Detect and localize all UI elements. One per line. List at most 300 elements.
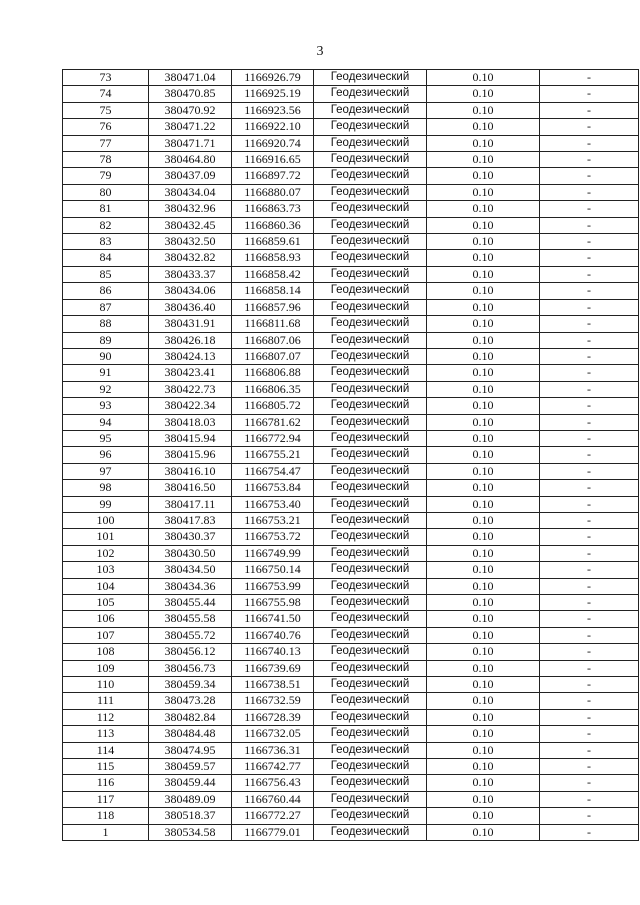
note-cell: - [540,135,639,151]
y-coordinate-cell: 1166736.31 [232,742,314,758]
table-row [63,611,639,627]
table-row [63,102,639,118]
table-row [63,266,639,282]
x-coordinate-cell: 380434.06 [149,283,232,299]
table-row [63,135,639,151]
accuracy-cell: 0.10 [427,135,540,151]
point-number-cell: 77 [63,135,149,151]
x-coordinate-cell: 380417.83 [149,512,232,528]
note-cell: - [540,644,639,660]
y-coordinate-cell: 1166739.69 [232,660,314,676]
note-cell: - [540,299,639,315]
method-cell: Геодезический [314,611,427,627]
accuracy-cell: 0.10 [427,119,540,135]
point-number-cell: 114 [63,742,149,758]
accuracy-cell: 0.10 [427,283,540,299]
table-row [63,348,639,364]
y-coordinate-cell: 1166923.56 [232,102,314,118]
point-number-cell: 89 [63,332,149,348]
accuracy-cell: 0.10 [427,578,540,594]
point-number-cell: 104 [63,578,149,594]
method-cell: Геодезический [314,660,427,676]
x-coordinate-cell: 380482.84 [149,709,232,725]
accuracy-cell: 0.10 [427,381,540,397]
accuracy-cell: 0.10 [427,627,540,643]
y-coordinate-cell: 1166760.44 [232,791,314,807]
method-cell: Геодезический [314,266,427,282]
y-coordinate-cell: 1166753.99 [232,578,314,594]
point-number-cell: 112 [63,709,149,725]
note-cell: - [540,627,639,643]
x-coordinate-cell: 380430.50 [149,545,232,561]
point-number-cell: 109 [63,660,149,676]
note-cell: - [540,480,639,496]
accuracy-cell: 0.10 [427,775,540,791]
table-row [63,250,639,266]
point-number-cell: 111 [63,693,149,709]
accuracy-cell: 0.10 [427,742,540,758]
accuracy-cell: 0.10 [427,86,540,102]
note-cell: - [540,102,639,118]
x-coordinate-cell: 380422.73 [149,381,232,397]
y-coordinate-cell: 1166897.72 [232,168,314,184]
note-cell: - [540,595,639,611]
x-coordinate-cell: 380459.34 [149,677,232,693]
x-coordinate-cell: 380433.37 [149,266,232,282]
note-cell: - [540,742,639,758]
x-coordinate-cell: 380431.91 [149,316,232,332]
accuracy-cell: 0.10 [427,677,540,693]
accuracy-cell: 0.10 [427,611,540,627]
method-cell: Геодезический [314,578,427,594]
accuracy-cell: 0.10 [427,644,540,660]
method-cell: Геодезический [314,332,427,348]
point-number-cell: 96 [63,447,149,463]
accuracy-cell: 0.10 [427,726,540,742]
note-cell: - [540,365,639,381]
point-number-cell: 118 [63,808,149,824]
y-coordinate-cell: 1166755.98 [232,595,314,611]
table-row [63,152,639,168]
point-number-cell: 102 [63,545,149,561]
method-cell: Геодезический [314,86,427,102]
accuracy-cell: 0.10 [427,201,540,217]
y-coordinate-cell: 1166860.36 [232,217,314,233]
point-number-cell: 76 [63,119,149,135]
table-row [63,283,639,299]
method-cell: Геодезический [314,119,427,135]
table-row [63,512,639,528]
note-cell: - [540,562,639,578]
coordinates-table-body [63,70,639,841]
note-cell: - [540,168,639,184]
x-coordinate-cell: 380415.96 [149,447,232,463]
method-cell: Геодезический [314,824,427,840]
y-coordinate-cell: 1166753.21 [232,512,314,528]
method-cell: Геодезический [314,595,427,611]
note-cell: - [540,398,639,414]
table-row [63,70,639,86]
note-cell: - [540,250,639,266]
method-cell: Геодезический [314,398,427,414]
method-cell: Геодезический [314,496,427,512]
y-coordinate-cell: 1166740.76 [232,627,314,643]
method-cell: Геодезический [314,152,427,168]
y-coordinate-cell: 1166781.62 [232,414,314,430]
accuracy-cell: 0.10 [427,365,540,381]
x-coordinate-cell: 380473.28 [149,693,232,709]
note-cell: - [540,70,639,86]
method-cell: Геодезический [314,70,427,86]
x-coordinate-cell: 380471.22 [149,119,232,135]
note-cell: - [540,529,639,545]
accuracy-cell: 0.10 [427,595,540,611]
table-row [63,808,639,824]
point-number-cell: 91 [63,365,149,381]
point-number-cell: 105 [63,595,149,611]
note-cell: - [540,316,639,332]
note-cell: - [540,430,639,446]
note-cell: - [540,578,639,594]
accuracy-cell: 0.10 [427,430,540,446]
accuracy-cell: 0.10 [427,168,540,184]
note-cell: - [540,726,639,742]
point-number-cell: 93 [63,398,149,414]
note-cell: - [540,381,639,397]
y-coordinate-cell: 1166750.14 [232,562,314,578]
table-row [63,693,639,709]
table-row [63,496,639,512]
note-cell: - [540,266,639,282]
point-number-cell: 115 [63,759,149,775]
point-number-cell: 79 [63,168,149,184]
accuracy-cell: 0.10 [427,332,540,348]
accuracy-cell: 0.10 [427,70,540,86]
x-coordinate-cell: 380464.80 [149,152,232,168]
accuracy-cell: 0.10 [427,414,540,430]
note-cell: - [540,86,639,102]
point-number-cell: 83 [63,234,149,250]
y-coordinate-cell: 1166753.84 [232,480,314,496]
coordinates-table [62,69,639,841]
y-coordinate-cell: 1166926.79 [232,70,314,86]
y-coordinate-cell: 1166863.73 [232,201,314,217]
table-row [63,775,639,791]
accuracy-cell: 0.10 [427,250,540,266]
method-cell: Геодезический [314,775,427,791]
table-row [63,217,639,233]
accuracy-cell: 0.10 [427,529,540,545]
point-number-cell: 95 [63,430,149,446]
table-row [63,316,639,332]
x-coordinate-cell: 380470.92 [149,102,232,118]
method-cell: Геодезический [314,184,427,200]
y-coordinate-cell: 1166741.50 [232,611,314,627]
accuracy-cell: 0.10 [427,545,540,561]
table-row [63,644,639,660]
x-coordinate-cell: 380459.57 [149,759,232,775]
x-coordinate-cell: 380434.50 [149,562,232,578]
x-coordinate-cell: 380417.11 [149,496,232,512]
note-cell: - [540,119,639,135]
accuracy-cell: 0.10 [427,759,540,775]
x-coordinate-cell: 380484.48 [149,726,232,742]
y-coordinate-cell: 1166811.68 [232,316,314,332]
table-row [63,726,639,742]
method-cell: Геодезический [314,135,427,151]
note-cell: - [540,660,639,676]
point-number-cell: 103 [63,562,149,578]
y-coordinate-cell: 1166857.96 [232,299,314,315]
x-coordinate-cell: 380474.95 [149,742,232,758]
accuracy-cell: 0.10 [427,316,540,332]
table-row [63,545,639,561]
accuracy-cell: 0.10 [427,791,540,807]
note-cell: - [540,414,639,430]
note-cell: - [540,759,639,775]
accuracy-cell: 0.10 [427,709,540,725]
x-coordinate-cell: 380470.85 [149,86,232,102]
point-number-cell: 100 [63,512,149,528]
point-number-cell: 108 [63,644,149,660]
point-number-cell: 110 [63,677,149,693]
y-coordinate-cell: 1166920.74 [232,135,314,151]
accuracy-cell: 0.10 [427,348,540,364]
y-coordinate-cell: 1166805.72 [232,398,314,414]
x-coordinate-cell: 380437.09 [149,168,232,184]
y-coordinate-cell: 1166806.88 [232,365,314,381]
x-coordinate-cell: 380424.13 [149,348,232,364]
point-number-cell: 99 [63,496,149,512]
y-coordinate-cell: 1166772.94 [232,430,314,446]
accuracy-cell: 0.10 [427,463,540,479]
method-cell: Геодезический [314,447,427,463]
accuracy-cell: 0.10 [427,102,540,118]
y-coordinate-cell: 1166916.65 [232,152,314,168]
method-cell: Геодезический [314,627,427,643]
x-coordinate-cell: 380455.58 [149,611,232,627]
x-coordinate-cell: 380434.04 [149,184,232,200]
accuracy-cell: 0.10 [427,693,540,709]
method-cell: Геодезический [314,102,427,118]
x-coordinate-cell: 380489.09 [149,791,232,807]
method-cell: Геодезический [314,365,427,381]
x-coordinate-cell: 380432.50 [149,234,232,250]
method-cell: Геодезический [314,201,427,217]
point-number-cell: 92 [63,381,149,397]
table-row [63,562,639,578]
point-number-cell: 107 [63,627,149,643]
accuracy-cell: 0.10 [427,152,540,168]
method-cell: Геодезический [314,693,427,709]
point-number-cell: 87 [63,299,149,315]
table-row [63,414,639,430]
point-number-cell: 106 [63,611,149,627]
y-coordinate-cell: 1166732.05 [232,726,314,742]
point-number-cell: 80 [63,184,149,200]
accuracy-cell: 0.10 [427,299,540,315]
point-number-cell: 81 [63,201,149,217]
point-number-cell: 113 [63,726,149,742]
y-coordinate-cell: 1166859.61 [232,234,314,250]
method-cell: Геодезический [314,283,427,299]
table-row [63,332,639,348]
method-cell: Геодезический [314,529,427,545]
accuracy-cell: 0.10 [427,447,540,463]
point-number-cell: 73 [63,70,149,86]
note-cell: - [540,808,639,824]
method-cell: Геодезический [314,463,427,479]
note-cell: - [540,775,639,791]
note-cell: - [540,693,639,709]
method-cell: Геодезический [314,168,427,184]
y-coordinate-cell: 1166742.77 [232,759,314,775]
method-cell: Геодезический [314,512,427,528]
accuracy-cell: 0.10 [427,660,540,676]
table-row [63,184,639,200]
table-row [63,463,639,479]
table-row [63,430,639,446]
method-cell: Геодезический [314,316,427,332]
accuracy-cell: 0.10 [427,808,540,824]
method-cell: Геодезический [314,808,427,824]
y-coordinate-cell: 1166753.72 [232,529,314,545]
accuracy-cell: 0.10 [427,496,540,512]
note-cell: - [540,447,639,463]
note-cell: - [540,332,639,348]
y-coordinate-cell: 1166740.13 [232,644,314,660]
point-number-cell: 97 [63,463,149,479]
table-row [63,447,639,463]
method-cell: Геодезический [314,742,427,758]
page-number: 3 [316,44,324,59]
point-number-cell: 90 [63,348,149,364]
accuracy-cell: 0.10 [427,217,540,233]
note-cell: - [540,234,639,250]
note-cell: - [540,545,639,561]
x-coordinate-cell: 380455.44 [149,595,232,611]
x-coordinate-cell: 380455.72 [149,627,232,643]
table-row [63,398,639,414]
x-coordinate-cell: 380471.04 [149,70,232,86]
table-row [63,709,639,725]
y-coordinate-cell: 1166858.42 [232,266,314,282]
x-coordinate-cell: 380415.94 [149,430,232,446]
y-coordinate-cell: 1166858.14 [232,283,314,299]
x-coordinate-cell: 380456.12 [149,644,232,660]
accuracy-cell: 0.10 [427,266,540,282]
point-number-cell: 1 [63,824,149,840]
y-coordinate-cell: 1166728.39 [232,709,314,725]
note-cell: - [540,184,639,200]
table-row [63,480,639,496]
note-cell: - [540,217,639,233]
note-cell: - [540,709,639,725]
y-coordinate-cell: 1166754.47 [232,463,314,479]
y-coordinate-cell: 1166807.06 [232,332,314,348]
x-coordinate-cell: 380434.36 [149,578,232,594]
point-number-cell: 75 [63,102,149,118]
method-cell: Геодезический [314,480,427,496]
note-cell: - [540,611,639,627]
table-row [63,627,639,643]
accuracy-cell: 0.10 [427,480,540,496]
y-coordinate-cell: 1166756.43 [232,775,314,791]
table-row [63,365,639,381]
note-cell: - [540,512,639,528]
table-row [63,119,639,135]
table-row [63,759,639,775]
x-coordinate-cell: 380471.71 [149,135,232,151]
y-coordinate-cell: 1166806.35 [232,381,314,397]
note-cell: - [540,201,639,217]
y-coordinate-cell: 1166858.93 [232,250,314,266]
y-coordinate-cell: 1166779.01 [232,824,314,840]
point-number-cell: 85 [63,266,149,282]
point-number-cell: 116 [63,775,149,791]
x-coordinate-cell: 380422.34 [149,398,232,414]
table-row [63,299,639,315]
table-row [63,529,639,545]
table-row [63,234,639,250]
y-coordinate-cell: 1166807.07 [232,348,314,364]
accuracy-cell: 0.10 [427,824,540,840]
method-cell: Геодезический [314,726,427,742]
method-cell: Геодезический [314,430,427,446]
y-coordinate-cell: 1166925.19 [232,86,314,102]
y-coordinate-cell: 1166738.51 [232,677,314,693]
table-row [63,595,639,611]
accuracy-cell: 0.10 [427,512,540,528]
method-cell: Геодезический [314,217,427,233]
method-cell: Геодезический [314,759,427,775]
table-row [63,86,639,102]
point-number-cell: 101 [63,529,149,545]
point-number-cell: 78 [63,152,149,168]
table-row [63,791,639,807]
note-cell: - [540,463,639,479]
x-coordinate-cell: 380426.18 [149,332,232,348]
y-coordinate-cell: 1166753.40 [232,496,314,512]
method-cell: Геодезический [314,562,427,578]
table-row [63,201,639,217]
y-coordinate-cell: 1166922.10 [232,119,314,135]
table-row [63,381,639,397]
note-cell: - [540,677,639,693]
point-number-cell: 84 [63,250,149,266]
method-cell: Геодезический [314,234,427,250]
point-number-cell: 82 [63,217,149,233]
x-coordinate-cell: 380430.37 [149,529,232,545]
x-coordinate-cell: 380416.10 [149,463,232,479]
x-coordinate-cell: 380418.03 [149,414,232,430]
note-cell: - [540,348,639,364]
method-cell: Геодезический [314,250,427,266]
x-coordinate-cell: 380432.96 [149,201,232,217]
y-coordinate-cell: 1166755.21 [232,447,314,463]
table-row [63,660,639,676]
x-coordinate-cell: 380432.82 [149,250,232,266]
method-cell: Геодезический [314,299,427,315]
point-number-cell: 117 [63,791,149,807]
accuracy-cell: 0.10 [427,562,540,578]
method-cell: Геодезический [314,677,427,693]
table-row [63,677,639,693]
y-coordinate-cell: 1166772.27 [232,808,314,824]
point-number-cell: 74 [63,86,149,102]
method-cell: Геодезический [314,791,427,807]
point-number-cell: 88 [63,316,149,332]
